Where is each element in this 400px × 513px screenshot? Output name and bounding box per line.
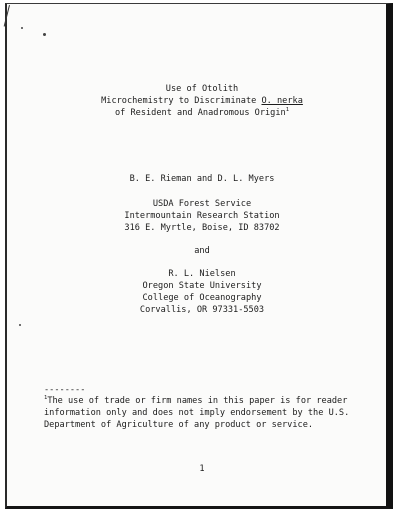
title-line-3-text: of Resident and Anadromous Origin	[114, 108, 286, 118]
conjunction-and: and	[194, 246, 210, 256]
corner-pencil-mark	[4, 5, 20, 29]
document-page	[5, 3, 393, 509]
authors-2-university: Oregon State University	[142, 281, 262, 291]
authors-2-names: R. L. Nielsen	[168, 269, 236, 279]
species-name: O. nerka	[261, 96, 303, 106]
authors-1-names: B. E. Rieman and D. L. Myers	[129, 174, 275, 184]
authors-1-address: 316 E. Myrtle, Boise, ID 83702	[124, 223, 280, 233]
scan-speck	[21, 27, 23, 29]
title-line-3	[7, 108, 397, 119]
footnote-marker: 1	[44, 395, 48, 402]
footnote-separator: --------	[44, 385, 86, 395]
footnote-line-1	[44, 396, 364, 407]
title-line-1: Use of Otolith	[165, 84, 239, 94]
authors-2-college: College of Oceanography	[142, 293, 262, 303]
authors-1-station: Intermountain Research Station	[124, 211, 280, 221]
footnote-line-3: Department of Agriculture of any product or service.	[44, 420, 314, 430]
page-number: 1	[199, 464, 205, 474]
title-line-2-prefix: Microchemistry to Discriminate	[101, 96, 262, 106]
title-footnote-marker: 1	[285, 107, 290, 114]
footnote-line-1-text: The use of trade or firm names in this paper is for reader	[47, 396, 348, 406]
title-line-2	[7, 96, 397, 107]
footnote-line-2: information only and does not imply endorsement by the U.S.	[44, 408, 350, 418]
authors-1-org: USDA Forest Service	[152, 199, 252, 209]
authors-2-address: Corvallis, OR 97331-5503	[139, 305, 265, 315]
scan-speck	[43, 33, 46, 36]
scan-speck	[19, 324, 21, 326]
